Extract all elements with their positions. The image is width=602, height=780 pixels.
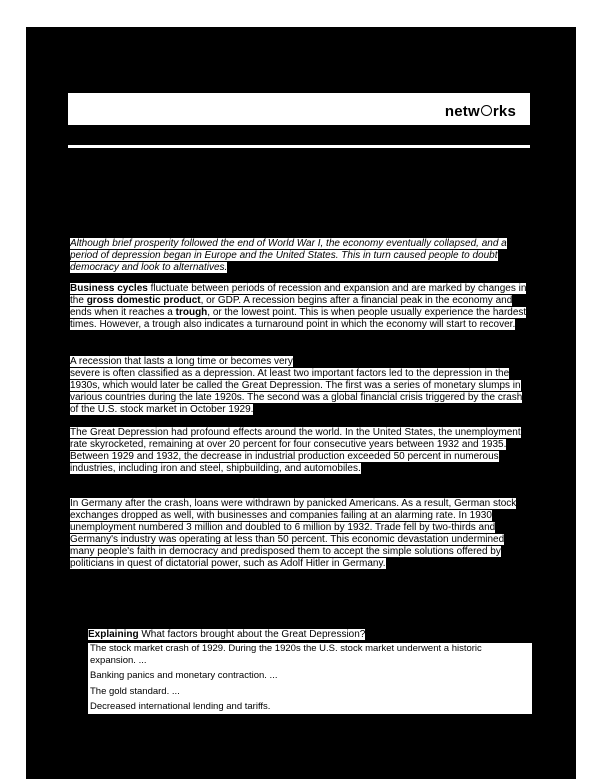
paragraph-great-depression: The Great Depression had profound effects around the world. In the United States, the unemployment rate skyrocketed, remaining at over 20 percent for four consecutive years between 1932 and 1935. Between 1929 and 1932, the decrease in industrial production exceeded 50 percent in numerous industries, including iron and steel, shipbuilding, and automobiles.	[70, 427, 521, 474]
term-trough: trough	[175, 307, 208, 318]
answer-item: The stock market crash of 1929. During the 1920s the U.S. stock market underwent a historic expansion. ...	[90, 643, 482, 666]
header-band	[68, 93, 530, 125]
logo-globe-icon	[481, 105, 492, 116]
paragraph-recession: A recession that lasts a long time or becomes very severe is often classified as a depression. At least two important factors led to the depression in the 1930s, which would later be called the Great Depression. The first was a series of monetary slumps in various countries during the late 1920s. The second was a global financial crisis triggered by the crash of the U.S. stock market in October 1929.	[70, 356, 523, 415]
header-divider	[68, 145, 530, 148]
answer-item: Banking panics and monetary contraction. ...	[90, 670, 278, 681]
term-business-cycles: Business cycles	[70, 283, 148, 294]
answer-item: Decreased international lending and tariffs.	[90, 701, 271, 712]
networks-logo: netw rks	[444, 103, 516, 120]
paragraph-germany: In Germany after the crash, loans were withdrawn by panicked Americans. As a result, German stock exchanges dropped as well, with businesses and companies failing at an alarming rate. In 1930 unemployment numbered 3 million and doubled to 6 million by 1932. Trade fell by two-thirds and Germany's industry was operating at less than 50 percent. This economic devastation undermined many people's faith in democracy and predisposed them to accept the simple solutions offered by politicians in quest of dictatorial power, such as Adolf Hitler in Germany.	[70, 498, 517, 569]
explaining-question: Explaining What factors brought about the Great Depression?	[88, 629, 366, 640]
question-label: Explaining	[88, 629, 139, 640]
answer-item: The gold standard. ...	[90, 685, 180, 697]
paragraph-business-cycles: Business cycles fluctuate between periods of recession and expansion and are marked by changes in the gross domestic product, or GDP. A recession begins after a financial peak in the economy and ends when it reaches a trough, or the lowest point. This is when people usually experience the hardest times. However, a trough also indicates a turnaround point in which the economy will start to recover.	[70, 283, 527, 330]
intro-paragraph: Although brief prosperity followed the end of World War I, the economy eventually collapsed, and a period of depression began in Europe and the United States. This in turn caused people to doubt democracy and look to alternatives.	[70, 238, 507, 273]
term-gdp: gross domestic product	[86, 295, 201, 306]
answer-list	[88, 643, 532, 714]
